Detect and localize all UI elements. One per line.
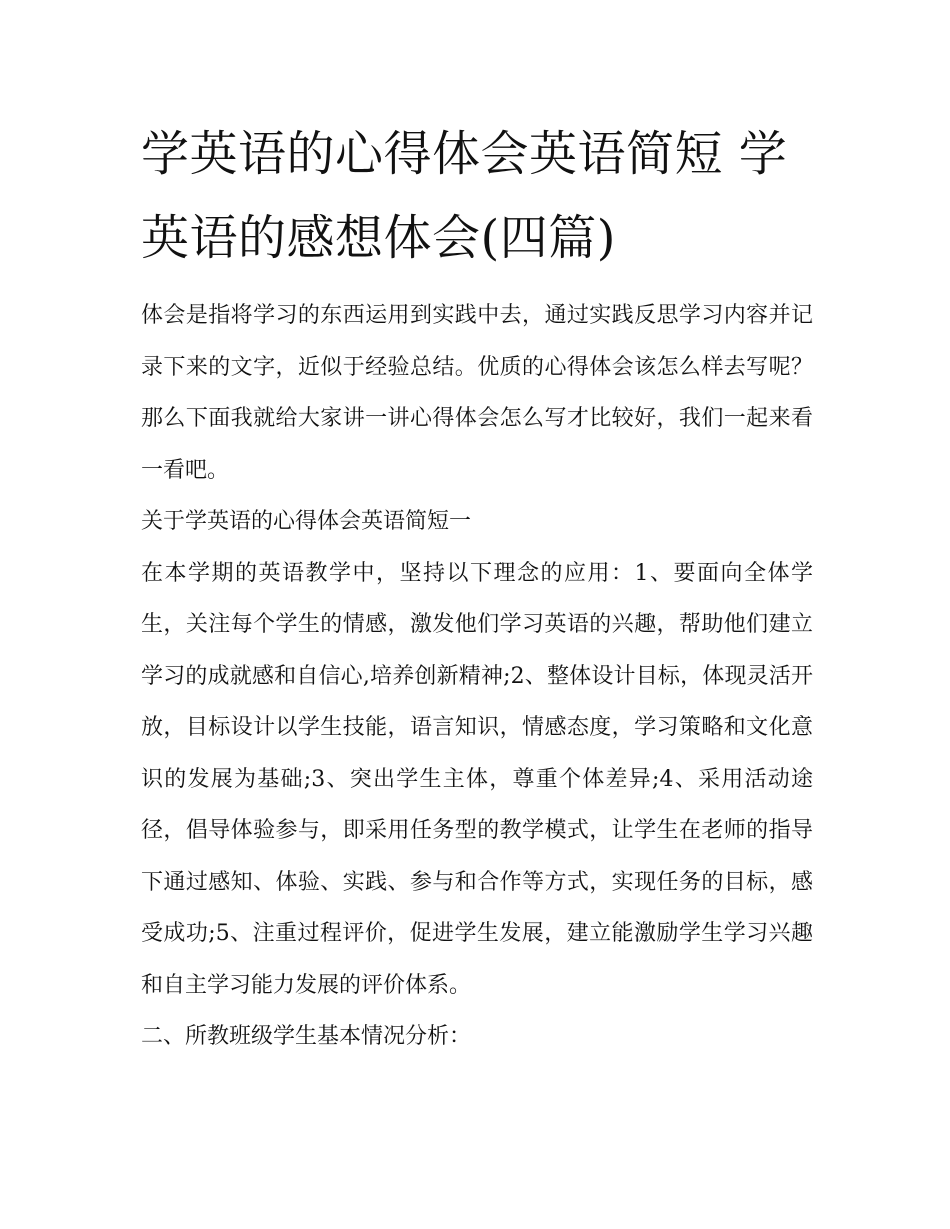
- document-title: 学英语的心得体会英语简短 学英语的感想体会(四篇): [141, 126, 788, 266]
- subheading: 二、所教班级学生基本情况分析：: [141, 1024, 472, 1049]
- body-paragraph: 在本学期的英语教学中，坚持以下理念的应用：1、要面向全体学生，关注每个学生的情感，激发他们学习英语的兴趣，帮助他们建立学习的成就感和自信心,培养创新精神;2、整体设计目标，体现灵活开放，目标设计以学生技能，语言知识，情感态度，学习策略和文化意识的发展为基础;3、突出学生主体，尊重个体差异;4、采用活动途径，倡导体验参与，即采用任务型的教学模式，让学生在老师的指导下通过感知、体验、实践、参与和合作等方式，实现任务的目标，感受成功;5、注重过程评价，促进学生发展，建立能激励学生学习兴趣和自主学习能力发展的评价体系。: [141, 560, 813, 998]
- intro-paragraph: 体会是指将学习的东西运用到实践中去，通过实践反思学习内容并记录下来的文字，近似于经验总结。优质的心得体会该怎么样去写呢？那么下面我就给大家讲一讲心得体会怎么写才比较好，我们一起来看一看吧。: [141, 303, 813, 483]
- section-heading: 关于学英语的心得体会英语简短一: [141, 509, 472, 534]
- document-page: [141, 112, 813, 1063]
